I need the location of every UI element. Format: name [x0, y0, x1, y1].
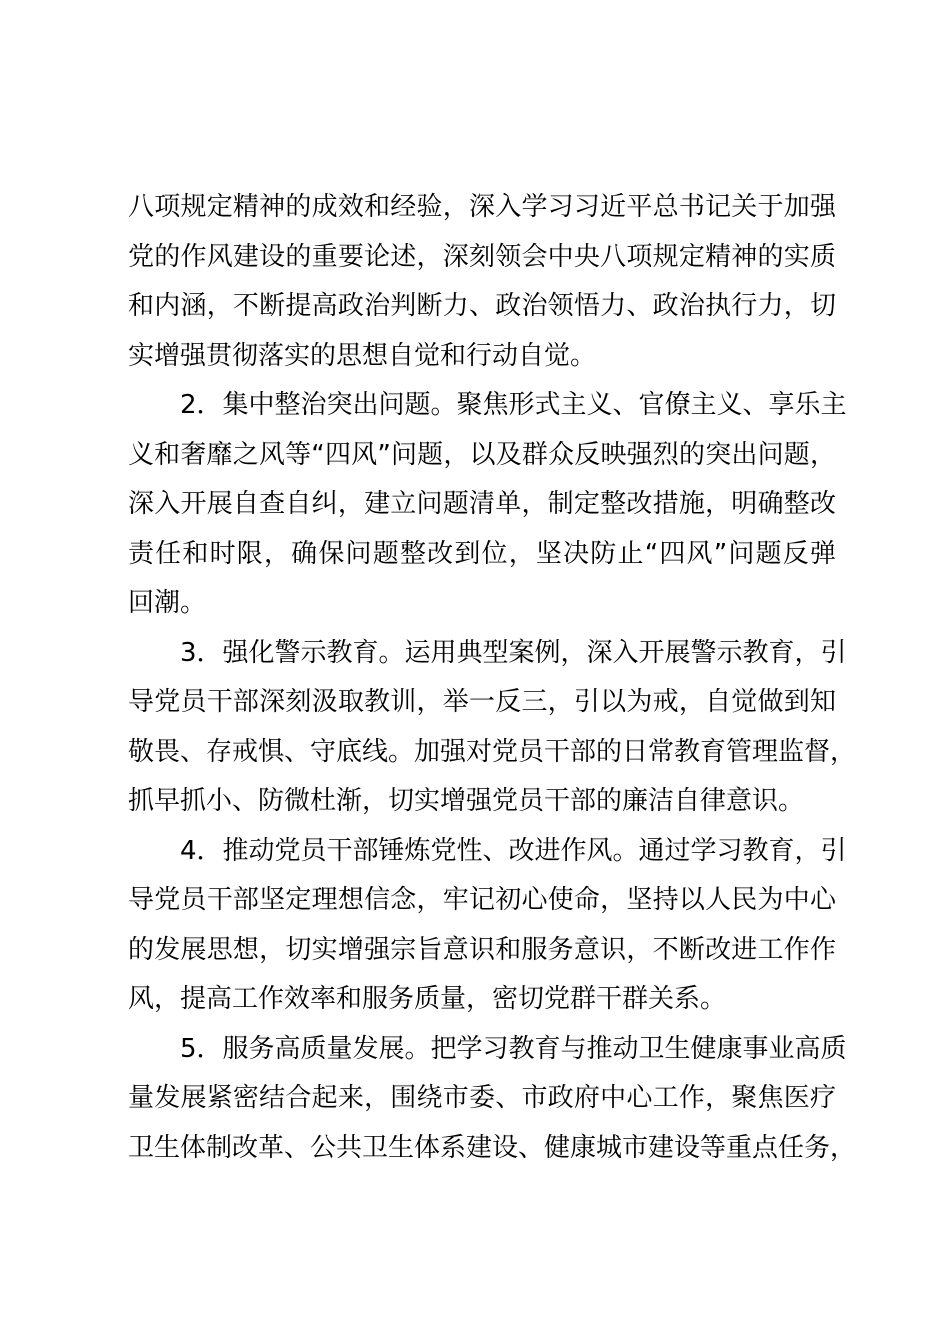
paragraph-line: 抓早抓小、防微杜渐，切实增强党员干部的廉洁自律意识。	[128, 786, 805, 816]
paragraph-item-4	[128, 827, 847, 1025]
paragraph-line: 和内涵，不断提高政治判断力、政治领悟力、政治执行力，切	[128, 291, 836, 321]
paragraph-item-5	[128, 1025, 857, 1174]
paragraph-line: 风，提高工作效率和服务质量，密切党群干群关系。	[128, 984, 727, 1014]
paragraph-line: 3．强化警示教育。运用典型案例，深入开展警示教育，引	[180, 637, 847, 668]
paragraph-line: 的发展思想，切实增强宗旨意识和服务意识，不断改进工作作	[128, 934, 836, 965]
paragraph-line: 党的作风建设的重要论述，深刻领会中央八项规定精神的实质	[128, 241, 836, 272]
paragraph-item-3	[128, 629, 857, 827]
paragraph-line: 卫生体制改革、公共卫生体系建设、健康城市建设等重点任务，	[128, 1132, 857, 1163]
paragraph-line: 5．服务高质量发展。把学习教育与推动卫生健康事业高质	[180, 1033, 847, 1064]
paragraph-line: 敬畏、存戒惧、守底线。加强对党员干部的日常教育管理监督，	[128, 736, 857, 767]
paragraph-item-2	[128, 381, 847, 629]
paragraph-line: 量发展紧密结合起来，围绕市委、市政府中心工作，聚焦医疗	[128, 1083, 836, 1113]
paragraph-line: 2．集中整治突出问题。聚焦形式主义、官僚主义、享乐主	[180, 390, 847, 420]
paragraph-line: 实增强贯彻落实的思想自觉和行动自觉。	[128, 340, 597, 371]
paragraph-line: 4．推动党员干部锤炼党性、改进作风。通过学习教育，引	[180, 835, 847, 866]
paragraph-line: 义和奢靡之风等“四风”问题，以及群众反映强烈的突出问题，	[128, 439, 836, 470]
paragraph-continuation	[128, 183, 836, 381]
paragraph-line: 导党员干部坚定理想信念，牢记初心使命，坚持以人民为中心	[128, 885, 836, 915]
paragraph-line: 深入开展自查自纠，建立问题清单，制定整改措施，明确整改	[128, 489, 836, 519]
document-body	[128, 183, 857, 1173]
paragraph-line: 八项规定精神的成效和经验，深入学习习近平总书记关于加强	[128, 192, 836, 222]
paragraph-line: 责任和时限，确保问题整改到位，坚决防止“四风”问题反弹	[128, 538, 836, 569]
paragraph-line: 导党员干部深刻汲取教训，举一反三，引以为戒，自觉做到知	[128, 687, 836, 717]
paragraph-line: 回潮。	[128, 588, 207, 618]
